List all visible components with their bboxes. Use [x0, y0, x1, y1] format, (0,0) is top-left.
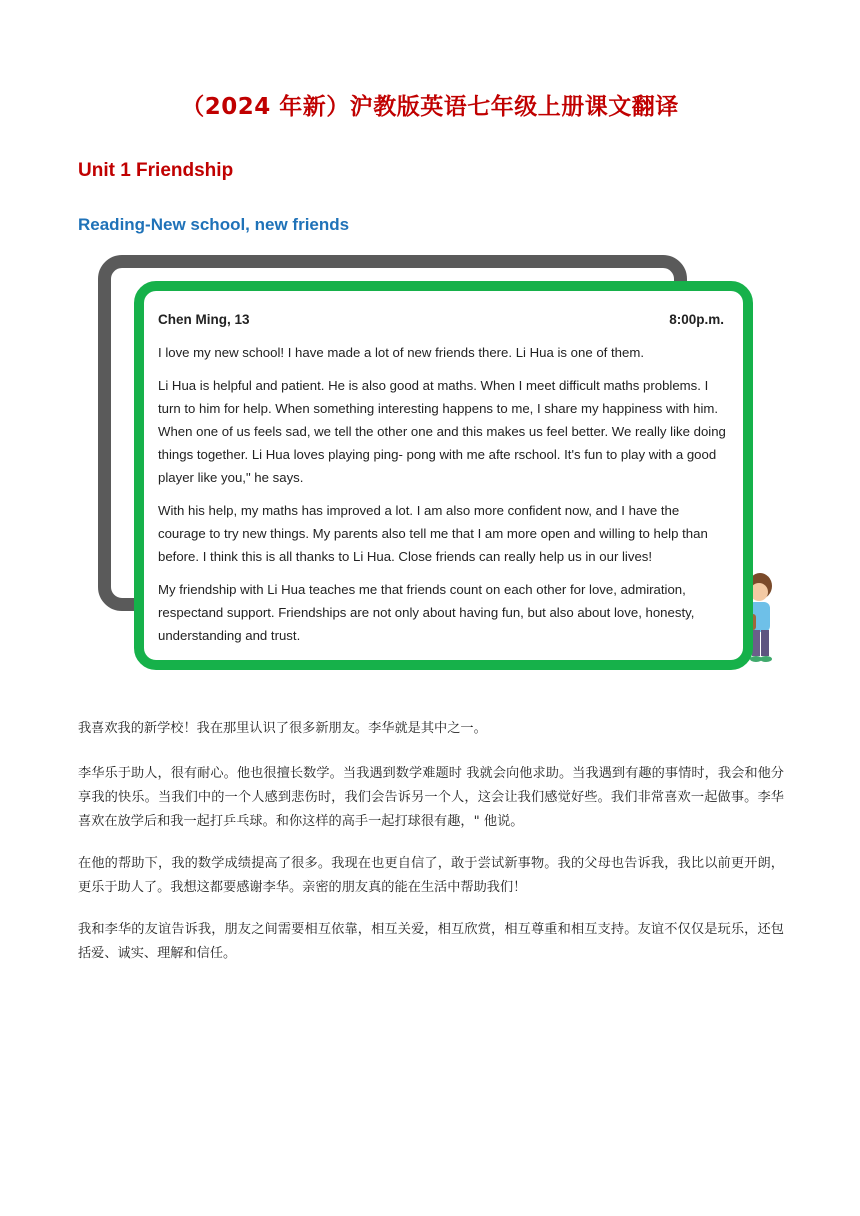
translation-text-1: 我喜欢我的新学校！我在那里认识了很多新朋友。李华就是其中之一。	[78, 721, 487, 736]
translation-text-4: 我和李华的友谊告诉我，朋友之间需要相互依靠，相互关爱，相互欣赏，相互尊重和相互支持。友谊不仅仅是玩乐，还包括爱、诚实、理解和信任。	[78, 922, 784, 961]
translation-paragraph-3	[78, 852, 784, 900]
card-paragraph-1: I love my new school! I have made a lot of new friends there. Li Hua is one of them.	[158, 345, 644, 360]
card-content	[158, 308, 728, 657]
reading-card	[134, 281, 753, 670]
card-paragraph-3: With his help, my maths has improved a lot. I am also more confident now, and I have the courage to try new things. My parents also tell me that I am more open and willing to help than before. I think this is all thanks to Li Hua. Close friends can really help us in our lives!	[158, 503, 708, 564]
translation-paragraph-4	[78, 918, 784, 966]
translation-paragraph-2	[78, 762, 784, 834]
card-header	[158, 308, 728, 331]
card-paragraph-4: My friendship with Li Hua teaches me that friends count on each other for love, admiration, respectand support. Friendships are not only about having fun, but also about love, honesty, understanding and trust.	[158, 582, 695, 643]
reading-heading: Reading-New school, new friends	[78, 215, 350, 234]
card-paragraph-2: Li Hua is helpful and patient. He is also good at maths. When I meet difficult maths problems. I turn to him for help. When something interesting happens to me, I share my happiness with him. When one of us feels sad, we tell the other one and this makes us feel better. We really like doing things together. Li Hua loves playing ping- pong with me afte rschool. It's fun to play with a good player like you," he says.	[158, 378, 726, 485]
translation-paragraph-1	[78, 717, 784, 741]
card-time: 8:00p.m.	[669, 312, 724, 327]
translation-text-3: 在他的帮助下，我的数学成绩提高了很多。我现在也更自信了，敢于尝试新事物。我的父母也告诉我，我比以前更开朗，更乐于助人了。我想这都要感谢李华。亲密的朋友真的能在生活中帮助我们！	[78, 856, 784, 895]
translation-text-2: 李华乐于助人，很有耐心。他也很擅长数学。当我遇到数学难题时 我就会向他求助。当我遇到有趣的事情时，我会和他分享我的快乐。当我们中的一个人感到悲伤时，我们会告诉另一个人，这会让我们感觉好些。我们非常喜欢一起做事。李华喜欢在放学后和我一起打乒乓球。和你这样的高手一起打球很有趣，" 他说。	[78, 766, 784, 829]
card-author: Chen Ming, 13	[158, 312, 250, 327]
unit-heading: Unit 1 Friendship	[78, 160, 234, 181]
document-title: （2024 年新）沪教版英语七年级上册课文翻译	[181, 94, 679, 120]
